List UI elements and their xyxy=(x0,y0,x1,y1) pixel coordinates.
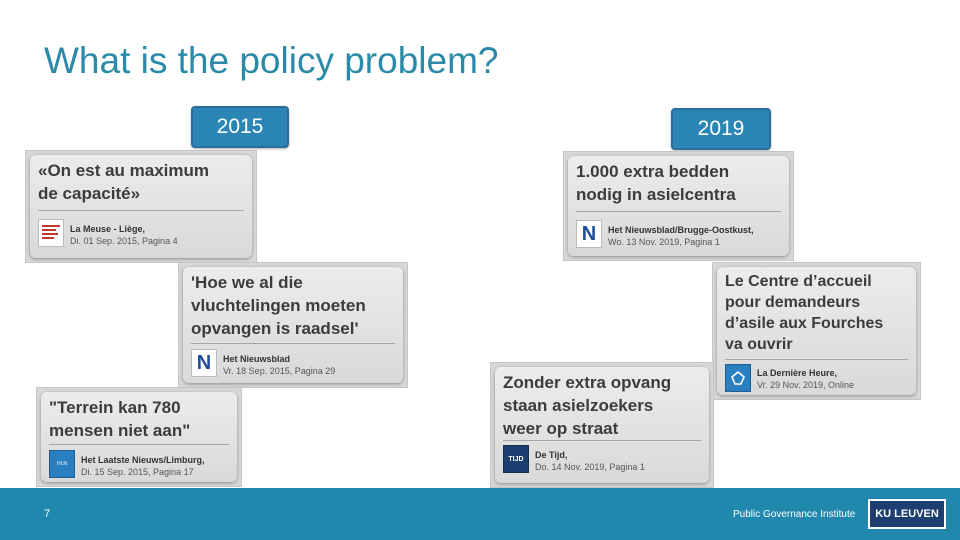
clipping-2015-nieuwsblad xyxy=(178,262,408,388)
year-2019-box xyxy=(671,108,771,150)
source-date: Wo. 13 Nov. 2019, Pagina 1 xyxy=(608,237,720,247)
source-date: Vr. 29 Nov. 2019, Online xyxy=(757,380,855,390)
divider xyxy=(38,210,244,211)
ku-leuven-logo xyxy=(868,499,946,529)
clipping-2015-hln xyxy=(36,387,242,487)
source-date: Vr. 18 Sep. 2015, Pagina 29 xyxy=(223,366,336,376)
clipping-2019-derniere-heure xyxy=(712,262,921,400)
clipping-2019-nieuwsblad xyxy=(563,151,794,261)
clipping-2015-la-meuse xyxy=(25,150,257,263)
year-2015-box xyxy=(191,106,289,148)
source-date: Do. 14 Nov. 2019, Pagina 1 xyxy=(535,462,645,472)
divider xyxy=(49,444,229,445)
source-name: De Tijd, xyxy=(535,450,568,460)
ku-leuven-logo-text: KU LEUVEN xyxy=(875,508,939,520)
divider xyxy=(191,343,395,344)
clipping-source xyxy=(81,454,205,478)
source-name: Het Nieuwsblad xyxy=(223,354,291,364)
institute-name: Public Governance Institute xyxy=(733,509,856,520)
slide-title: What is the policy problem? xyxy=(44,40,499,81)
year-2015-label: 2015 xyxy=(216,115,264,138)
clipping-source xyxy=(608,224,754,248)
source-date: Di. 01 Sep. 2015, Pagina 4 xyxy=(70,236,178,246)
source-name: La Meuse - Liège, xyxy=(70,224,146,234)
clipping-headline: Zonder extra opvang staan asielzoekers weer op straat xyxy=(503,373,672,438)
clipping-headline: "Terrein kan 780 mensen niet aan" xyxy=(49,398,191,440)
nieuwsblad-logo-icon: N xyxy=(191,349,217,377)
clipping-source xyxy=(757,367,854,391)
source-date: Di. 15 Sep. 2015, Pagina 17 xyxy=(81,467,194,477)
divider xyxy=(503,440,701,441)
year-2019-label: 2019 xyxy=(697,117,745,140)
clipping-2019-de-tijd xyxy=(490,362,714,488)
clipping-headline: «On est au maximum de capacité» xyxy=(38,161,210,203)
clipping-headline: 'Hoe we al die vluchtelingen moeten opvangen is raadsel' xyxy=(191,273,366,338)
clipping-source xyxy=(223,353,335,377)
source-name: La Dernière Heure, xyxy=(757,368,838,378)
nieuwsblad-logo-icon: N xyxy=(576,220,602,248)
source-name: Het Nieuwsblad/Brugge-Oostkust, xyxy=(608,225,754,235)
derniere-heure-logo-icon xyxy=(725,364,751,392)
clipping-source xyxy=(70,223,178,247)
clipping-headline: 1.000 extra bedden nodig in asielcentra xyxy=(576,162,736,204)
divider xyxy=(576,211,781,212)
source-name: Het Laatste Nieuws/Limburg, xyxy=(81,455,205,465)
divider xyxy=(725,359,908,360)
hln-logo-icon: HLN xyxy=(49,450,75,478)
clipping-headline: Le Centre d’accueil pour demandeurs d’asile aux Fourches va ouvrir xyxy=(725,273,884,353)
de-tijd-logo-icon: TIJD xyxy=(503,445,529,473)
clipping-source xyxy=(535,449,645,473)
page-number: 7 xyxy=(44,508,51,520)
la-meuse-logo-icon xyxy=(38,219,64,247)
